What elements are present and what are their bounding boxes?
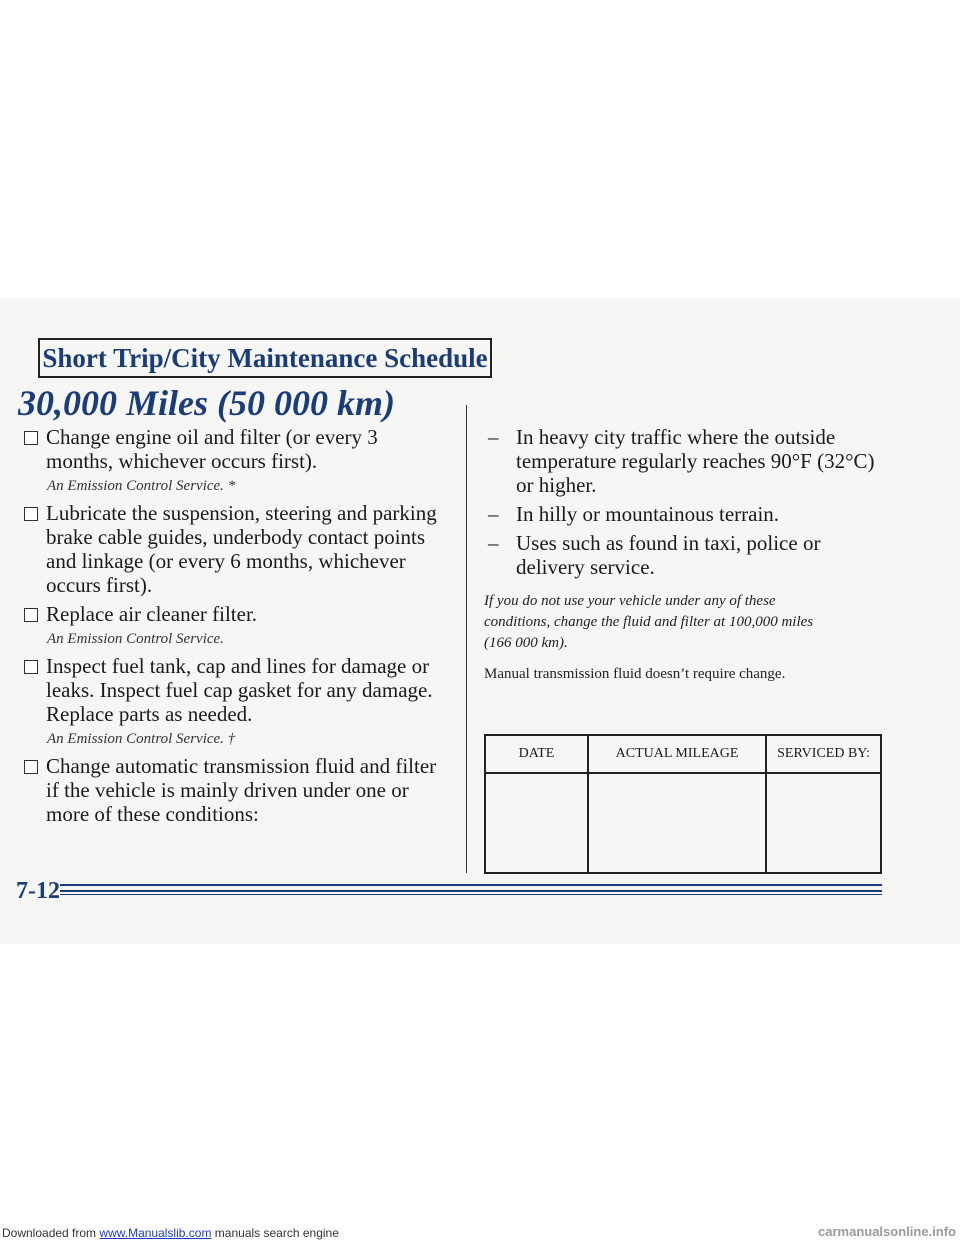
dash-bullet: – [488,425,499,449]
column-header-mileage: ACTUAL MILEAGE [588,735,766,773]
banner-suffix: manuals search engine [214,1226,339,1240]
banner-prefix: Downloaded from [2,1226,97,1240]
checklist-item-text: Change automatic transmission fluid and filter if the vehicle is mainly driven under one or more of these conditions: [46,754,437,826]
checklist-item [20,425,450,473]
serviced-by-cell[interactable] [766,773,881,873]
checkbox-icon [24,507,38,521]
checklist-item-text: Replace air cleaner filter. [46,602,258,626]
schedule-header-text: Short Trip/City Maintenance Schedule [42,342,488,373]
column-header-serviced-by: SERVICED BY: [766,735,881,773]
schedule-header [38,338,492,378]
manual-transmission-note: Manual transmission fluid doesn’t require change. [484,666,786,682]
date-cell[interactable] [485,773,588,873]
column-divider [466,405,467,873]
dash-bullet: – [488,502,499,526]
checklist-item-text: Change engine oil and filter (or every 3 months, whichever occurs first). [46,425,378,473]
table-row [485,773,881,873]
checkbox-icon [24,608,38,622]
left-column [20,420,450,826]
checklist-item-text: Inspect fuel tank, cap and lines for damage or leaks. Inspect fuel cap gasket for any damage. Replace parts as needed. [46,654,433,726]
checklist-item-text: Lubricate the suspension, steering and parking brake cable guides, underbody contact points and linkage (or every 6 months, whichever occurs first). [46,501,437,597]
fluid-change-note: If you do not use your vehicle under any of these conditions, change the fluid and filter at 100,000 miles (166 000 km). [484,593,814,651]
mileage-cell[interactable] [588,773,766,873]
download-banner [0,1226,960,1242]
footer-rule-thin [60,894,882,895]
condition-text: In hilly or mountainous terrain. [516,502,780,526]
watermark-logo: carmanualsonline.info [818,1224,956,1239]
checklist-item [20,754,450,826]
checklist-item [20,501,450,597]
condition-item [484,425,884,497]
checklist-item [20,602,450,626]
dash-bullet: – [488,531,499,555]
emission-note: An Emission Control Service. [47,631,224,647]
condition-item [484,502,884,526]
page-number: 7-12 [16,878,60,904]
checkbox-icon [24,660,38,674]
checklist-item [20,654,450,726]
table-header-row [485,735,881,773]
right-column [484,420,884,683]
condition-item [484,531,884,579]
checkbox-icon [24,760,38,774]
emission-note: An Emission Control Service. † [47,731,236,747]
column-header-date: DATE [485,735,588,773]
condition-text: Uses such as found in taxi, police or delivery service. [516,531,821,579]
condition-text: In heavy city traffic where the outside temperature regularly reaches 90°F (32°C) or higher. [516,425,875,497]
checkbox-icon [24,431,38,445]
footer-rule [60,884,882,892]
service-record-table [484,734,882,874]
emission-note: An Emission Control Service. * [47,478,236,494]
manualslib-link[interactable]: www.Manualslib.com [99,1226,212,1240]
section-title: 30,000 Miles (50 000 km) [18,383,395,423]
